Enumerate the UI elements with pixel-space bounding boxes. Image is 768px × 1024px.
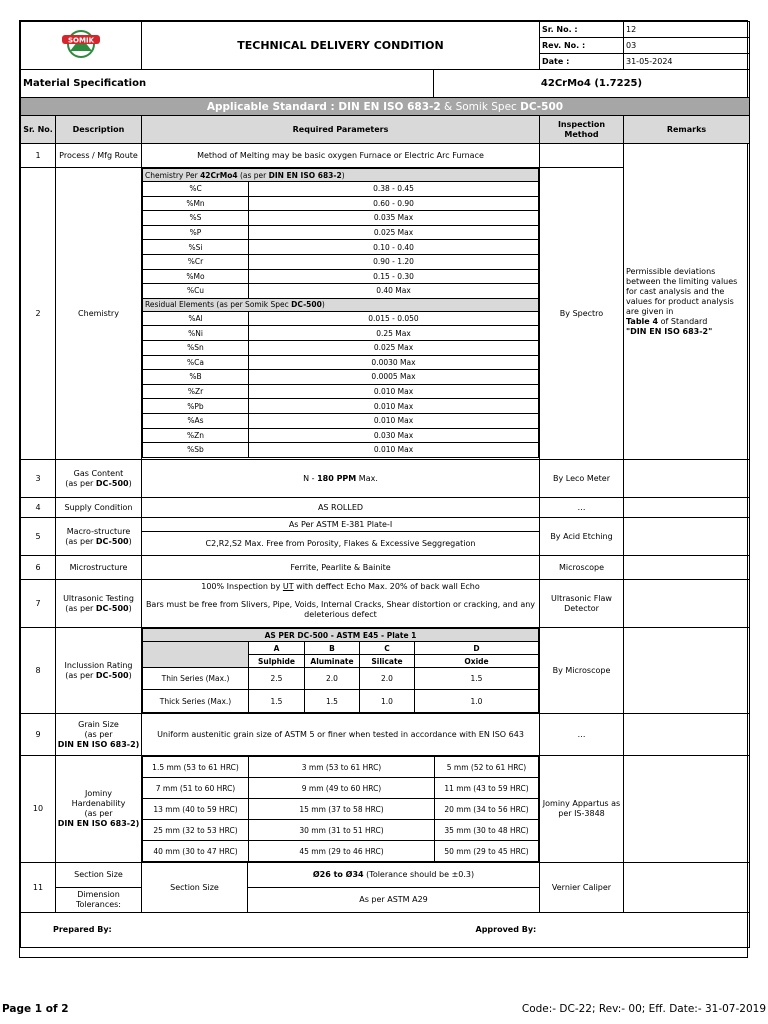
r7-req-2: Bars must be free from Slivers, Pipe, Voids, Internal Cracks, Shear distortion or cracking, and any deleterious defect	[142, 594, 540, 628]
r7-desc-a: Ultrasonic Testing	[63, 593, 134, 603]
r10-remarks	[624, 756, 750, 863]
chem-row	[143, 182, 539, 197]
chem-row	[143, 269, 539, 284]
doc-title: TECHNICAL DELIVERY CONDITION	[142, 22, 540, 70]
chemistry-table	[142, 168, 539, 458]
resid-value: 0.0005 Max	[249, 370, 539, 385]
thin-a: 2.5	[249, 668, 305, 690]
r9-sr: 9	[21, 714, 56, 756]
resid-element: %Ca	[143, 355, 249, 370]
resid-value: 0.25 Max	[249, 326, 539, 341]
r7-req-c: with deffect Echo Max. 20% of back wall Echo	[293, 581, 480, 591]
r5-sr: 5	[21, 518, 56, 556]
r10-desc	[56, 756, 142, 863]
r7-desc-b: (as per	[65, 603, 96, 613]
resid-element: %Zn	[143, 428, 249, 443]
r7-desc-c: DC-500	[95, 603, 129, 613]
r11-remarks	[624, 863, 750, 913]
remarks-table: Table 4	[626, 316, 659, 326]
r9-remarks	[624, 714, 750, 756]
chem-header-d: DIN EN ISO 683-2	[268, 170, 342, 180]
r10-desc-b: Hardenability	[71, 799, 126, 808]
r5-insp: By Acid Etching	[540, 518, 624, 556]
resid-row	[143, 326, 539, 341]
r9-desc-b: (as per	[84, 729, 113, 739]
inclusion-title: AS PER DC-500 - ASTM E45 - Plate 1	[143, 629, 539, 642]
r5-desc-a: Macro-structure	[66, 526, 131, 536]
r8-insp: By Microscope	[540, 628, 624, 714]
r11-req-1	[248, 863, 540, 888]
chem-value: 0.10 - 0.40	[249, 240, 539, 255]
r11-req-b: (Tolerance should be ±0.3)	[363, 870, 475, 879]
jominy-row	[143, 820, 539, 841]
resid-row	[143, 384, 539, 399]
jominy-row	[143, 778, 539, 799]
inc-name-a: Sulphide	[249, 655, 305, 668]
r10-sr: 10	[21, 756, 56, 863]
resid-row	[143, 443, 539, 458]
r3-sr: 3	[21, 460, 56, 498]
resid-row	[143, 428, 539, 443]
svg-text:SOMIK: SOMIK	[68, 36, 94, 45]
inclusion-cell	[142, 628, 540, 714]
r7-req-a: 100% Inspection by	[201, 581, 283, 591]
r4-sr: 4	[21, 498, 56, 518]
r3-remarks	[624, 460, 750, 498]
col-req: Required Parameters	[142, 116, 540, 144]
r3-req-a: N -	[303, 473, 318, 483]
thick-a: 1.5	[249, 690, 305, 713]
r3-req	[142, 460, 540, 498]
document-sheet	[19, 20, 748, 958]
r2-insp: By Spectro	[540, 168, 624, 460]
r3-insp: By Leco Meter	[540, 460, 624, 498]
r11-desc-2: Dimension Tolerances:	[56, 888, 142, 913]
jominy-value: 7 mm (51 to 60 HRC)	[143, 778, 249, 799]
r9-insp: …	[540, 714, 624, 756]
jominy-value: 30 mm (31 to 51 HRC)	[249, 820, 435, 841]
r6-desc: Microstructure	[56, 556, 142, 580]
inc-col-d: D	[415, 642, 539, 655]
r11-desc-1: Section Size	[56, 863, 142, 888]
r4-remarks	[624, 498, 750, 518]
chem-row	[143, 211, 539, 226]
approved-by: Approved By:	[434, 913, 750, 948]
page-footer	[0, 1000, 768, 1020]
jominy-value: 9 mm (49 to 60 HRC)	[249, 778, 435, 799]
resid-element: %B	[143, 370, 249, 385]
r5-req-2: C2,R2,S2 Max. Free from Porosity, Flakes & Excessive Seggregation	[142, 532, 540, 556]
thick-b: 1.5	[305, 690, 360, 713]
jominy-value: 1.5 mm (53 to 61 HRC)	[143, 757, 249, 778]
r10-insp: Jominy Appartus as per IS-3848	[540, 756, 624, 863]
chem-element: %Si	[143, 240, 249, 255]
applicable-standard	[21, 98, 750, 116]
r9-desc-a: Grain Size	[78, 719, 119, 729]
r11-insp: Vernier Caliper	[540, 863, 624, 913]
resid-element: %Sn	[143, 340, 249, 355]
col-remarks: Remarks	[624, 116, 750, 144]
r7-req-b: UT	[282, 581, 294, 591]
chem-value: 0.60 - 0.90	[249, 196, 539, 211]
r2-sr: 2	[21, 168, 56, 460]
jominy-value: 40 mm (30 to 47 HRC)	[143, 841, 249, 862]
r7-remarks	[624, 580, 750, 628]
r7-sr: 7	[21, 580, 56, 628]
resid-value: 0.0030 Max	[249, 355, 539, 370]
r10-desc-c: (as per	[84, 809, 113, 818]
chem-header	[143, 169, 539, 182]
r9-req: Uniform austenitic grain size of ASTM 5 or finer when tested in accordance with EN ISO 643	[142, 714, 540, 756]
r8-remarks	[624, 628, 750, 714]
remarks-of: of Standard	[658, 316, 708, 326]
jominy-value: 5 mm (52 to 61 HRC)	[435, 757, 539, 778]
chem-header-c: (as per	[237, 170, 269, 180]
resid-value: 0.015 - 0.050	[249, 311, 539, 326]
r7-desc-d: )	[128, 603, 132, 613]
jominy-value: 3 mm (53 to 61 HRC)	[249, 757, 435, 778]
meta-value-2: 31-05-2024	[624, 54, 750, 70]
chem-value: 0.035 Max	[249, 211, 539, 226]
chem-row	[143, 225, 539, 240]
standard-prefix: Applicable Standard : DIN EN ISO 683-2	[206, 100, 441, 113]
standard-suffix: DC-500	[520, 100, 564, 113]
r5-desc	[56, 518, 142, 556]
thick-d: 1.0	[415, 690, 539, 713]
resid-header-b: DC-500	[291, 300, 322, 310]
resid-value: 0.025 Max	[249, 340, 539, 355]
thin-b: 2.0	[305, 668, 360, 690]
r6-req: Ferrite, Pearlite & Bainite	[142, 556, 540, 580]
chemistry-cell	[142, 168, 540, 460]
r4-insp: …	[540, 498, 624, 518]
r11-sr: 11	[21, 863, 56, 913]
chem-value: 0.90 - 1.20	[249, 254, 539, 269]
r3-desc-b: (as per	[65, 478, 96, 488]
r8-desc-c: DC-500	[95, 670, 129, 680]
remarks-std: "DIN EN ISO 683-2"	[626, 326, 713, 336]
inc-name-b: Aluminate	[305, 655, 360, 668]
jominy-value: 15 mm (37 to 58 HRC)	[249, 799, 435, 820]
col-sr: Sr. No.	[21, 116, 56, 144]
inc-name-c: Silicate	[360, 655, 415, 668]
jominy-value: 11 mm (43 to 59 HRC)	[435, 778, 539, 799]
jominy-row	[143, 799, 539, 820]
r11-mid: Section Size	[142, 863, 248, 913]
standard-amp: & Somik Spec	[440, 100, 521, 113]
r6-remarks	[624, 556, 750, 580]
r8-sr: 8	[21, 628, 56, 714]
r8-desc-a: Inclussion Rating	[64, 660, 133, 670]
meta-value-1: 03	[624, 38, 750, 54]
meta-label-2: Date :	[540, 54, 624, 70]
chem-row	[143, 196, 539, 211]
r5-desc-b: (as per	[65, 536, 96, 546]
r3-desc-a: Gas Content	[73, 468, 124, 478]
jominy-row	[143, 841, 539, 862]
chem-row	[143, 284, 539, 299]
chem-element: %Cu	[143, 284, 249, 299]
doc-code: Code:- DC-22; Rev:- 00; Eff. Date:- 31-07-2019	[521, 1003, 766, 1015]
r6-insp: Microscope	[540, 556, 624, 580]
somik-logo	[48, 25, 114, 63]
r11-req-a: Ø26 to Ø34	[312, 870, 364, 879]
resid-value: 0.010 Max	[249, 413, 539, 428]
remarks-text: Permissible deviations between the limiting values for cast analysis and the values for product analysis are given in	[626, 266, 738, 316]
resid-row	[143, 311, 539, 326]
r1-req: Method of Melting may be basic oxygen Furnace or Electric Arc Furnace	[142, 144, 540, 168]
r8-desc-b: (as per	[65, 670, 96, 680]
r3-req-c: Max.	[356, 473, 378, 483]
jominy-cell	[142, 756, 540, 863]
r10-desc-a: Jominy	[84, 789, 113, 798]
r6-sr: 6	[21, 556, 56, 580]
jominy-value: 35 mm (30 to 48 HRC)	[435, 820, 539, 841]
material-spec-label: Material Specification	[21, 70, 434, 98]
thin-label: Thin Series (Max.)	[143, 668, 249, 690]
main-table	[20, 21, 750, 948]
resid-header-a: Residual Elements (as per Somik Spec	[145, 300, 292, 310]
page-number: Page 1 of 2	[2, 1003, 69, 1015]
chem-value: 0.38 - 0.45	[249, 182, 539, 197]
resid-value: 0.010 Max	[249, 399, 539, 414]
thin-d: 1.5	[415, 668, 539, 690]
chem-row	[143, 240, 539, 255]
inclusion-table	[142, 628, 539, 713]
inc-col-a: A	[249, 642, 305, 655]
inc-col-b: B	[305, 642, 360, 655]
r2-desc: Chemistry	[56, 168, 142, 460]
jominy-value: 25 mm (32 to 53 HRC)	[143, 820, 249, 841]
prepared-by: Prepared By:	[21, 913, 434, 948]
r5-desc-c: DC-500	[95, 536, 129, 546]
meta-label-0: Sr. No. :	[540, 22, 624, 38]
resid-row	[143, 340, 539, 355]
jominy-value: 50 mm (29 to 45 HRC)	[435, 841, 539, 862]
r4-req: AS ROLLED	[142, 498, 540, 518]
r7-req-1	[142, 580, 540, 594]
jominy-value: 13 mm (40 to 59 HRC)	[143, 799, 249, 820]
r5-remarks	[624, 518, 750, 556]
chem-element: %Mn	[143, 196, 249, 211]
thin-c: 2.0	[360, 668, 415, 690]
col-insp: Inspection Method	[540, 116, 624, 144]
r1-insp	[540, 144, 624, 168]
chem-value: 0.15 - 0.30	[249, 269, 539, 284]
r11-req-2: As per ASTM A29	[248, 888, 540, 913]
material-grade: 42CrMo4 (1.7225)	[434, 70, 750, 98]
inc-col-c: C	[360, 642, 415, 655]
resid-element: %As	[143, 413, 249, 428]
resid-element: %Al	[143, 311, 249, 326]
chem-element: %Mo	[143, 269, 249, 284]
jominy-table	[142, 756, 539, 862]
chem-value: 0.40 Max	[249, 284, 539, 299]
resid-element: %Ni	[143, 326, 249, 341]
col-desc: Description	[56, 116, 142, 144]
r3-desc-c: DC-500	[95, 478, 129, 488]
jominy-row	[143, 757, 539, 778]
inc-name-d: Oxide	[415, 655, 539, 668]
r3-req-b: 180 PPM	[317, 473, 357, 483]
chem-header-e: )	[341, 170, 345, 180]
r10-desc-d: DIN EN ISO 683-2)	[57, 819, 140, 828]
r3-desc	[56, 460, 142, 498]
r2-remarks	[624, 144, 750, 460]
chem-element: %S	[143, 211, 249, 226]
logo-cell	[21, 22, 142, 70]
jominy-value: 20 mm (34 to 56 HRC)	[435, 799, 539, 820]
chem-element: %P	[143, 225, 249, 240]
r8-desc	[56, 628, 142, 714]
resid-row	[143, 413, 539, 428]
resid-value: 0.010 Max	[249, 443, 539, 458]
r5-req-1: As Per ASTM E-381 Plate-I	[142, 518, 540, 532]
chem-row	[143, 254, 539, 269]
r9-desc-c: DIN EN ISO 683-2)	[57, 739, 140, 749]
resid-element: %Sb	[143, 443, 249, 458]
thick-c: 1.0	[360, 690, 415, 713]
r1-sr: 1	[21, 144, 56, 168]
r7-insp: Ultrasonic Flaw Detector	[540, 580, 624, 628]
resid-header	[143, 298, 539, 311]
resid-value: 0.010 Max	[249, 384, 539, 399]
r1-desc: Process / Mfg Route	[56, 144, 142, 168]
meta-value-0: 12	[624, 22, 750, 38]
chem-element: %Cr	[143, 254, 249, 269]
r8-desc-d: )	[128, 670, 132, 680]
chem-header-b: 42CrMo4	[200, 170, 238, 180]
inclusion-blank	[143, 642, 249, 668]
resid-header-c: )	[321, 300, 325, 310]
r3-desc-d: )	[128, 478, 132, 488]
resid-row	[143, 399, 539, 414]
chem-value: 0.025 Max	[249, 225, 539, 240]
thick-label: Thick Series (Max.)	[143, 690, 249, 713]
resid-value: 0.030 Max	[249, 428, 539, 443]
resid-row	[143, 370, 539, 385]
meta-label-1: Rev. No. :	[540, 38, 624, 54]
chem-element: %C	[143, 182, 249, 197]
resid-row	[143, 355, 539, 370]
jominy-value: 45 mm (29 to 46 HRC)	[249, 841, 435, 862]
resid-element: %Zr	[143, 384, 249, 399]
resid-element: %Pb	[143, 399, 249, 414]
r5-desc-d: )	[128, 536, 132, 546]
r7-desc	[56, 580, 142, 628]
r9-desc	[56, 714, 142, 756]
chem-header-a: Chemistry Per	[145, 170, 201, 180]
r4-desc: Supply Condition	[56, 498, 142, 518]
